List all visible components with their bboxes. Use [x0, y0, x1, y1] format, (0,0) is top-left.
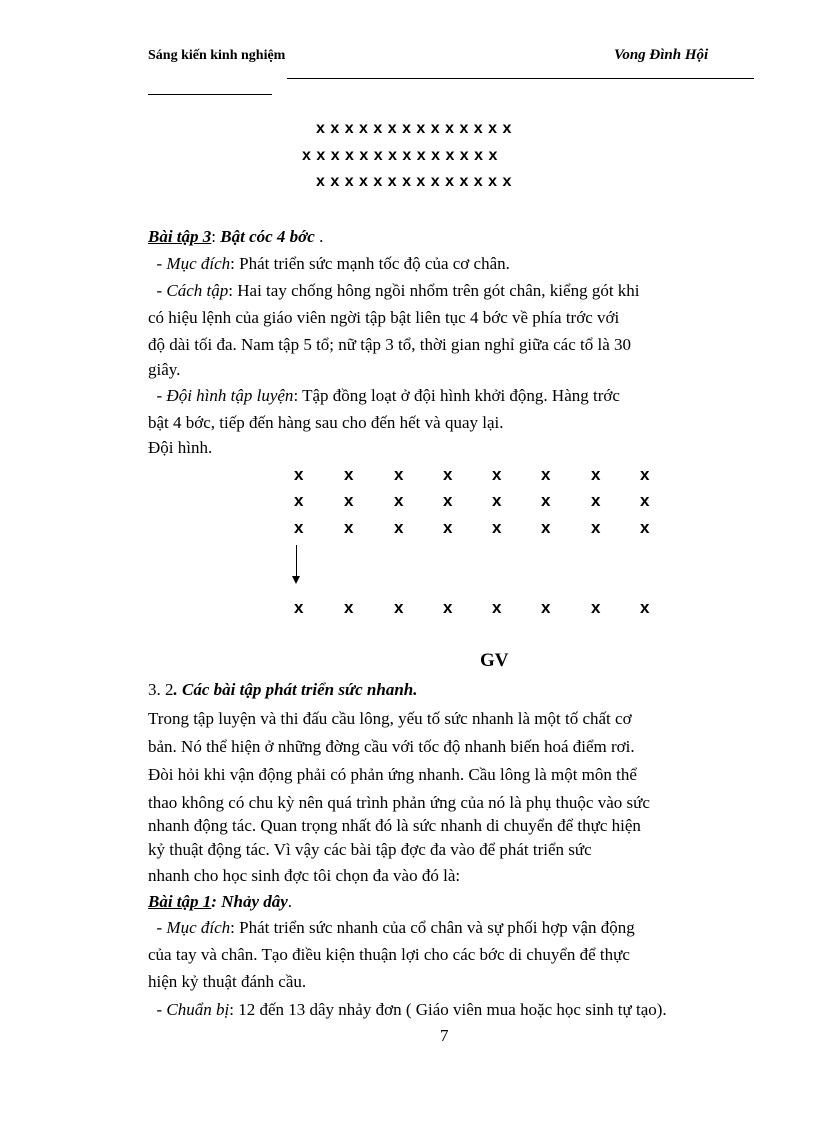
formation-grid-mark: x: [443, 465, 453, 484]
formation-grid-mark: x: [591, 518, 601, 537]
formation-grid-mark: x: [443, 491, 453, 510]
paragraph-line-1: Trong tập luyện và thi đấu cầu lông, yếu tố sức nhanh là một tố chất cơ: [148, 709, 632, 728]
formation-grid-mark: x: [541, 491, 551, 510]
paragraph-line-5: nhanh động tác. Quan trọng nhất đó là sức nhanh di chuyển để thực hiện: [148, 816, 641, 835]
formation-grid-mark: x: [640, 598, 650, 617]
formation-grid-mark: x: [344, 518, 354, 537]
exercise1-purpose-line-3: hiện kỷ thuật đánh cầu.: [148, 972, 307, 991]
formation-grid-mark: x: [394, 491, 404, 510]
formation-row-2: x x x x x x x x x x x x x x: [302, 147, 498, 164]
exercise1-purpose-line-1: - Mục đích: Phát triển sức nhanh của cổ chân và sự phối hợp vận động: [148, 918, 635, 937]
formation-grid-mark: x: [640, 518, 650, 537]
exercise3-method-line-2: có hiệu lệnh của giáo viên ngời tập bật liên tục 4 bớc về phía trớc với: [148, 308, 620, 327]
formation-grid-mark: x: [492, 598, 502, 617]
exercise3-label: Bài tập 3: [148, 227, 212, 246]
paragraph-line-2: bản. Nó thể hiện ở những đờng cầu với tốc độ nhanh biến hoá điểm rơi.: [148, 737, 635, 756]
header-rule-short: [148, 94, 272, 95]
formation-grid-mark: x: [344, 491, 354, 510]
exercise3-method-line-4: giây.: [148, 360, 181, 379]
exercise1-prep: - Chuẩn bị: 12 đến 13 dây nhảy đơn ( Giáo viên mua hoặc học sinh tự tạo).: [148, 1000, 667, 1019]
teacher-label: GV: [480, 650, 509, 671]
formation-grid-mark: x: [640, 465, 650, 484]
formation-grid-mark: x: [394, 518, 404, 537]
formation-grid-mark: x: [294, 598, 304, 617]
paragraph-line-6: kỷ thuật động tác. Vì vậy các bài tập đợc đa vào để phát triển sức: [148, 840, 592, 859]
paragraph-line-4: thao không có chu kỳ nên quá trình phản ứng của nó là phụ thuộc vào sức: [148, 793, 650, 812]
section-heading: 3. 2. Các bài tập phát triển sức nhanh.: [148, 680, 418, 699]
formation-grid-mark: x: [294, 465, 304, 484]
formation-grid-mark: x: [394, 598, 404, 617]
exercise3-method-line-3: độ dài tối đa. Nam tập 5 tổ; nữ tập 3 tổ, thời gian nghỉ giữa các tổ là 30: [148, 335, 632, 354]
exercise3-formation-line-1: - Đội hình tập luyện: Tập đồng loạt ở đội hình khởi động. Hàng trớc: [148, 386, 620, 405]
exercise3-method-line-1: - Cách tập: Hai tay chống hông ngồi nhổm trên gót chân, kiểng gót khi: [148, 281, 640, 300]
paragraph-line-3: Đòi hỏi khi vận động phải có phản ứng nhanh. Cầu lông là một môn thể: [148, 765, 637, 784]
arrow-head-icon: [292, 576, 300, 584]
formation-grid-mark: x: [591, 598, 601, 617]
doi-hinh-label: Đội hình.: [148, 438, 213, 457]
formation-grid-mark: x: [591, 491, 601, 510]
exercise1-purpose-line-2: của tay và chân. Tạo điều kiện thuận lợi cho các bớc di chuyển để thực: [148, 945, 630, 964]
exercise3-formation-line-2: bật 4 bớc, tiếp đến hàng sau cho đến hết và quay lại.: [148, 413, 504, 432]
header-title: Sáng kiến kinh nghiệm: [148, 48, 286, 63]
formation-grid-mark: x: [294, 491, 304, 510]
paragraph-line-7: nhanh cho học sinh đợc tôi chọn đa vào đó là:: [148, 866, 461, 885]
exercise3-title: Bài tập 3: Bật cóc 4 bớc .: [148, 227, 324, 246]
formation-row-3: x x x x x x x x x x x x x x: [316, 173, 512, 190]
formation-grid-mark: x: [344, 465, 354, 484]
page-number: 7: [440, 1026, 449, 1045]
formation-grid-mark: x: [541, 465, 551, 484]
formation-grid-mark: x: [294, 518, 304, 537]
formation-grid-mark: x: [541, 518, 551, 537]
direction-arrow: [296, 545, 297, 577]
formation-grid-mark: x: [541, 598, 551, 617]
formation-grid-mark: x: [591, 465, 601, 484]
formation-row-1: x x x x x x x x x x x x x x: [316, 120, 512, 137]
header-author: Vong Đình Hội: [614, 47, 709, 63]
formation-grid-mark: x: [443, 598, 453, 617]
exercise3-name: Bật cóc 4 bớc: [220, 227, 315, 246]
header-rule: [287, 78, 754, 79]
exercise3-purpose: - Mục đích: Phát triển sức mạnh tốc độ của cơ chân.: [148, 254, 510, 273]
formation-grid-mark: x: [492, 491, 502, 510]
formation-grid-mark: x: [443, 518, 453, 537]
formation-grid-mark: x: [640, 491, 650, 510]
formation-grid-mark: x: [344, 598, 354, 617]
formation-grid-mark: x: [394, 465, 404, 484]
formation-grid-mark: x: [492, 465, 502, 484]
formation-grid-mark: x: [492, 518, 502, 537]
exercise1-title: Bài tập 1: Nhảy dây.: [148, 892, 293, 911]
